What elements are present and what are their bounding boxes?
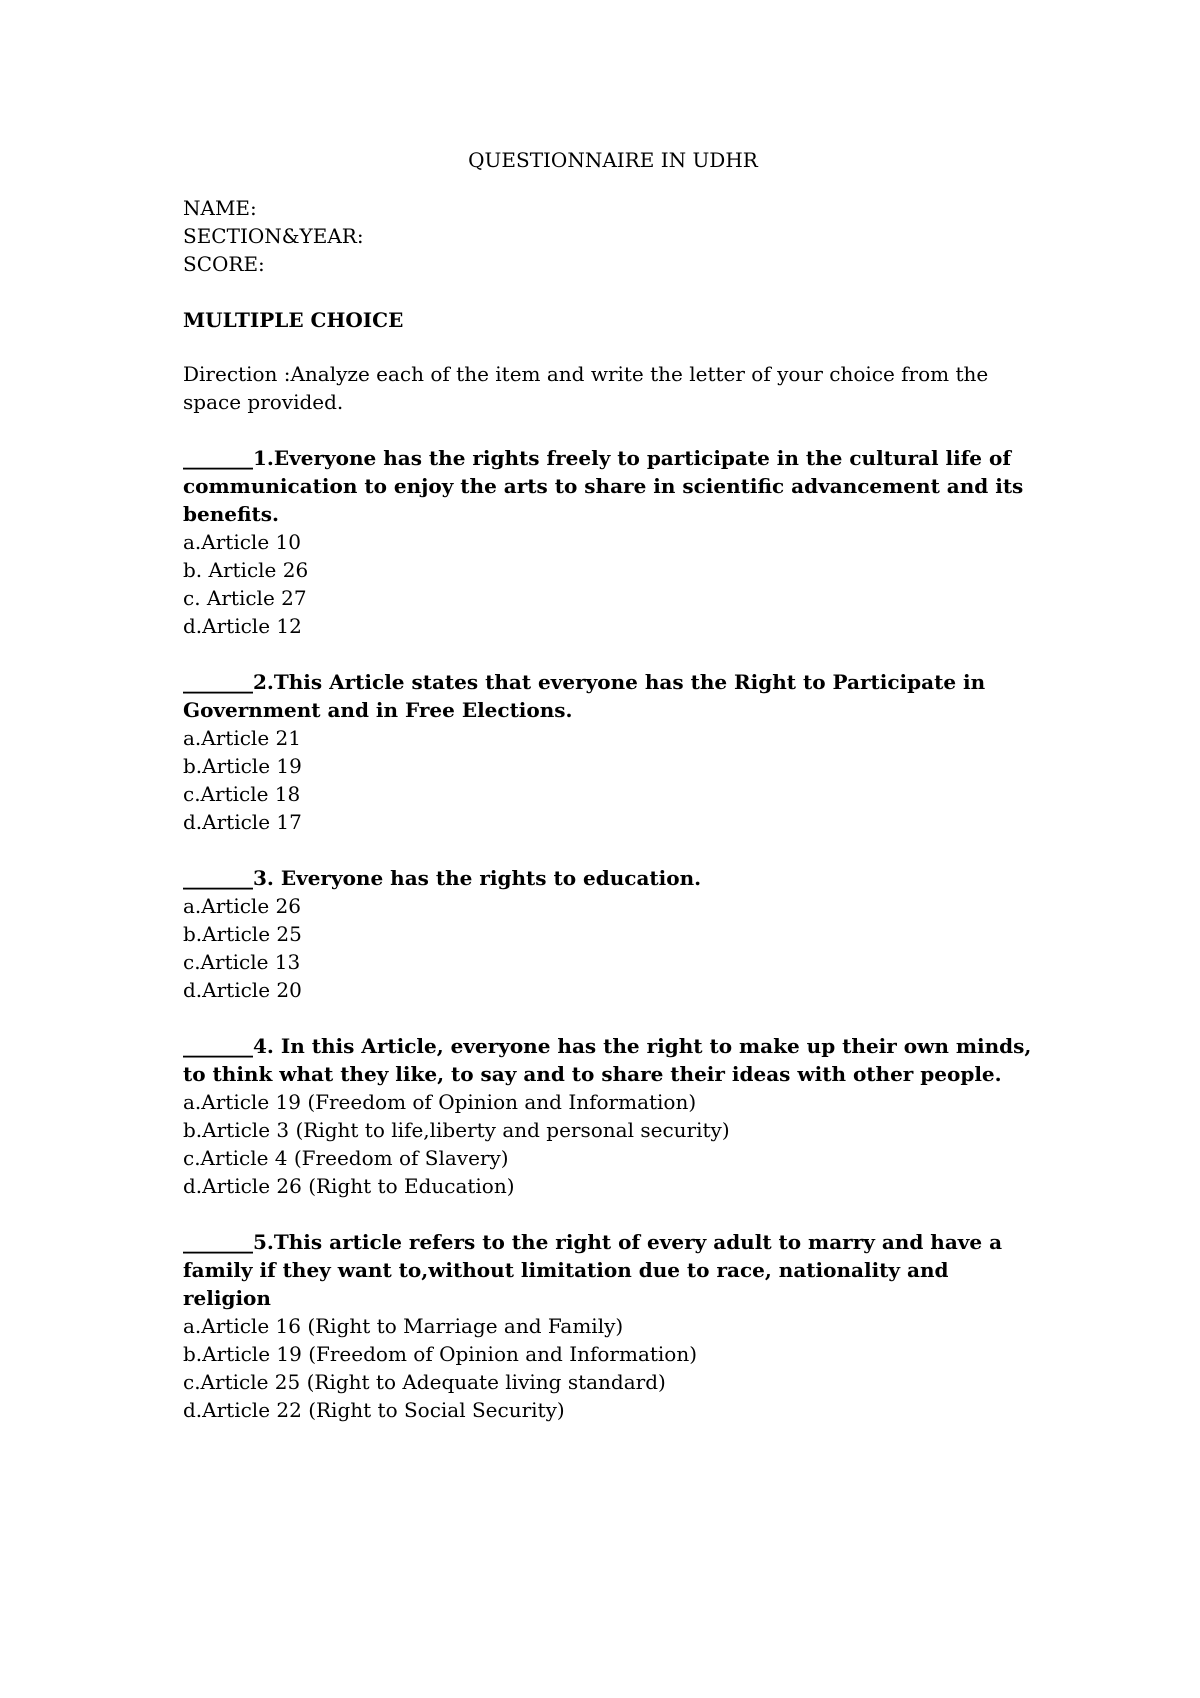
choice-option: c.Article 4 (Freedom of Slavery) <box>183 1146 509 1170</box>
score-field-label: SCORE: <box>183 252 265 276</box>
name-field-label: NAME: <box>183 196 257 220</box>
choice-list <box>183 1312 1043 1424</box>
choice-option: b.Article 19 (Freedom of Opinion and Information) <box>183 1342 698 1366</box>
question-text: _______5.This article refers to the right of every adult to marry and have a family if they want to,without limitation due to race, nationality and religion <box>183 1230 1003 1310</box>
choice-option: b.Article 3 (Right to life,liberty and personal security) <box>183 1118 730 1142</box>
choice-option: c.Article 13 <box>183 950 301 974</box>
choice-option: d.Article 12 <box>183 614 302 638</box>
question-item <box>183 864 1043 1004</box>
section-year-field-label: SECTION&YEAR: <box>183 224 364 248</box>
question-item <box>183 1228 1043 1424</box>
choice-option: a.Article 21 <box>183 726 301 750</box>
choice-option: a.Article 26 <box>183 894 301 918</box>
choice-list <box>183 892 1043 1004</box>
directions-text: Direction :Analyze each of the item and write the letter of your choice from the space provided. <box>183 362 989 414</box>
student-info-block <box>183 194 1043 278</box>
choice-option: b.Article 25 <box>183 922 302 946</box>
choice-option: a.Article 10 <box>183 530 301 554</box>
question-item <box>183 668 1043 836</box>
choice-option: b. Article 26 <box>183 558 309 582</box>
choice-list <box>183 528 1043 640</box>
choice-option: c. Article 27 <box>183 586 307 610</box>
choice-option: d.Article 22 (Right to Social Security) <box>183 1398 565 1422</box>
choice-option: d.Article 26 (Right to Education) <box>183 1174 515 1198</box>
choice-option: a.Article 19 (Freedom of Opinion and Information) <box>183 1090 697 1114</box>
question-item <box>183 444 1043 640</box>
question-text: _______2.This Article states that everyone has the Right to Participate in Government and in Free Elections. <box>183 670 986 722</box>
document-content <box>183 146 1043 1424</box>
choice-list <box>183 1088 1043 1200</box>
choice-option: d.Article 17 <box>183 810 302 834</box>
section-heading: MULTIPLE CHOICE <box>183 308 404 332</box>
choice-option: c.Article 25 (Right to Adequate living standard) <box>183 1370 666 1394</box>
choice-option: d.Article 20 <box>183 978 302 1002</box>
question-item <box>183 1032 1043 1200</box>
question-text: _______4. In this Article, everyone has the right to make up their own minds, to think what they like, to say and to share their ideas with other people. <box>183 1034 1032 1086</box>
document-title: QUESTIONNAIRE IN UDHR <box>468 148 758 172</box>
choice-option: b.Article 19 <box>183 754 302 778</box>
choice-option: c.Article 18 <box>183 782 301 806</box>
question-text: _______3. Everyone has the rights to education. <box>183 866 702 890</box>
question-text: _______1.Everyone has the rights freely to participate in the cultural life of communication to enjoy the arts to share in scientific advancement and its benefits. <box>183 446 1024 526</box>
choice-option: a.Article 16 (Right to Marriage and Family) <box>183 1314 624 1338</box>
choice-list <box>183 724 1043 836</box>
